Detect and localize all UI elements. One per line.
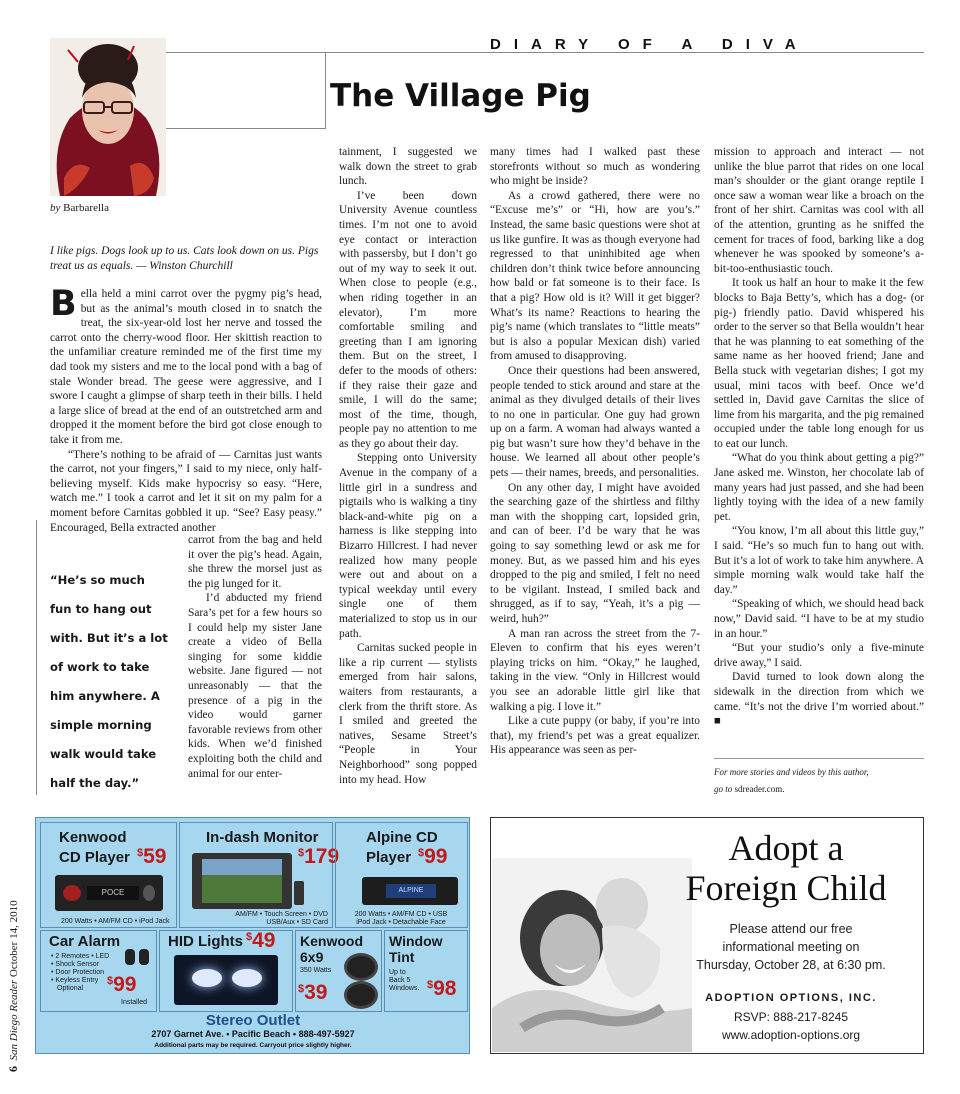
page-folio xyxy=(6,900,21,1072)
ad-kenwood-6x9 xyxy=(295,930,382,1012)
store-address: 2707 Garnet Ave. • Pacific Beach • 888-497-5927 xyxy=(151,1029,355,1039)
kenwood-name: Kenwood xyxy=(59,829,127,846)
feature-item: • Door Protection xyxy=(51,969,105,976)
stereo-outlet-ad[interactable] xyxy=(35,817,470,1054)
currency-symbol: $ xyxy=(107,975,114,987)
article-paragraph: tainment, I suggested we walk down the street to grab lunch. xyxy=(339,146,477,188)
car-alarm-price xyxy=(107,973,136,997)
alpine-name2: Player xyxy=(366,849,412,866)
hid-price xyxy=(246,929,275,953)
article-paragraph: “But your studio’s only a five-minute drive away,” I said. xyxy=(714,642,924,669)
article-paragraph: mission to approach and interact — not unlike the blue parrot that rides on one local man’s shoulder or the giant orange reptile I once saw a woman wear like a broach on the front of her shirt. Carnitas was cool with all of the attention, grunting as he sniffed the cement for traces of food, barking like a dog whenever he was spooked by someone’s a-bit-too-enthusiastic touch. xyxy=(714,146,924,275)
window-tint-price xyxy=(427,977,456,1001)
footnote-site-link[interactable]: sdreader.com. xyxy=(734,784,785,794)
article-paragraph: I’ve been down University Avenue countless times. I’m not one to avoid eye contact or interaction with passersby, but I don’t go out of my way to seek it out. When close to people (e.g., when riding together in an elevator), I’m more comfortable smiling and greeting than I am ignoring them. But on the street, I defer to the moods of others: if they raise their gaze and smile, I will do the same; most of the time, though, people pay no attention to me as they go about their day. xyxy=(339,189,477,450)
store-disclaimer: Additional parts may be required. Carryout price slightly higher. xyxy=(154,1042,352,1049)
window-tint-spec xyxy=(389,969,419,993)
ad-alpine-cd xyxy=(335,822,468,928)
byline-author: Barbarella xyxy=(63,202,109,214)
byline xyxy=(50,202,109,214)
pull-quote-line: simple morning xyxy=(50,718,152,732)
ad-car-alarm xyxy=(40,930,157,1012)
price-value: 99 xyxy=(113,973,137,996)
feature-item: • 2 Remotes • LED xyxy=(51,953,110,960)
key-remote-icon xyxy=(139,949,149,965)
remote-icon xyxy=(294,881,304,905)
ad-hid-lights xyxy=(159,930,293,1012)
alpine-display: ALPINE xyxy=(386,884,436,898)
window-tint-name2: Tint xyxy=(389,949,415,965)
kenwood-6x9-spec: 350 Watts xyxy=(300,967,332,974)
window-tint-spec-line: Back 5 xyxy=(389,977,411,984)
article-paragraph: carrot from the bag and held it over the pig’s head. Again, she threw the morsel just as the pig lunged for it. xyxy=(188,534,322,590)
currency-symbol: $ xyxy=(137,847,144,859)
store-info xyxy=(40,1012,466,1049)
article-paragraph: A man ran across the street from the 7-Eleven to confirm that his eyes weren’t playing tricks on him. “Okay,” he laughed, taking in the view. “Only in Hillcrest would you see an adorable little girl like that walking a pig. I love it.” xyxy=(490,627,700,713)
kenwood-cd-spec: 200 Watts • AM/FM CD • iPod Jack xyxy=(61,918,170,925)
article-column-1 xyxy=(50,284,322,535)
pull-quote-line: fun to hang out xyxy=(50,602,152,616)
footnote-prefix: go to xyxy=(714,784,733,794)
price-value: 98 xyxy=(433,977,457,1000)
footnote-line: For more stories and videos by this author, xyxy=(714,767,869,777)
headlight-icon xyxy=(174,955,278,1005)
footnote-rule xyxy=(714,758,924,759)
alpine-spec-line: 200 Watts • AM/FM CD • USB xyxy=(354,911,448,918)
ad-kenwood-cd xyxy=(40,822,177,928)
byline-prefix: by xyxy=(50,202,61,214)
alpine-name: Alpine CD xyxy=(366,829,438,846)
price-value: 49 xyxy=(252,929,276,952)
alpine-spec xyxy=(338,911,464,927)
adoption-ad[interactable] xyxy=(490,817,924,1054)
article-paragraph: Like a cute puppy (or baby, if you’re into that), my friend’s pet was a great equalizer. His appearance was seen as per- xyxy=(490,715,700,757)
indash-name: In-dash Monitor xyxy=(206,829,319,846)
left-column-rule xyxy=(36,520,37,795)
article-paragraph: “You know, I’m all about this little guy,” I said. “He’s so much fun to hang out with. But it’s a lot of work to take him anywhere. A simple morning walk would take half the day.” xyxy=(714,525,924,596)
photo-rule xyxy=(166,128,326,129)
article-column-2 xyxy=(339,145,477,787)
feature-item: • Shock Sensor xyxy=(51,961,99,968)
price-value: 179 xyxy=(304,845,340,868)
price-value: 59 xyxy=(143,845,167,868)
price-value: 99 xyxy=(424,845,448,868)
pull-quote-line: “He’s so much xyxy=(50,573,145,587)
indash-price xyxy=(298,845,339,869)
monitor-icon xyxy=(192,853,292,909)
article-paragraph: many times had I walked past these storefronts without so much as wondering who might be inside? xyxy=(490,146,700,188)
pull-quote-line: of work to take xyxy=(50,660,150,674)
article-paragraph: Once their questions had been answered, people tended to stick around and stare at the animal as they divulged details of their lives to no one in particular. One guy had grown up on a farm. A woman had always wanted a pig but wasn’t sure how they’d behave in the house. We learned all about other people’s pets — their names, breeds, and personalities. xyxy=(490,364,700,480)
key-remote-icon xyxy=(125,949,135,965)
price-value: 39 xyxy=(304,981,328,1004)
currency-symbol: $ xyxy=(298,983,305,995)
alpine-stereo-icon xyxy=(362,877,458,905)
epigraph: I like pigs. Dogs look up to us. Cats look down on us. Pigs treat us as equals. — Winston Churchill xyxy=(50,245,319,272)
body-line: Please attend our free xyxy=(729,922,853,936)
car-stereo-icon xyxy=(55,875,163,911)
kenwood-6x9-size: 6x9 xyxy=(300,949,324,965)
adoption-url[interactable]: www.adoption-options.org xyxy=(721,1028,861,1042)
article-title: The Village Pig xyxy=(330,78,591,114)
window-tint-spec-line: Windows. xyxy=(389,985,420,992)
car-alarm-name: Car Alarm xyxy=(49,933,121,950)
car-alarm-features xyxy=(51,953,109,993)
kenwood-6x9-name: Kenwood xyxy=(300,933,363,949)
article-paragraph: Carnitas sucked people in like a rip current — stylists emerged from hair salons, waiters from restaurants, a clerk from the thrift store. As I smiled and greeted the natives, Sesame Street’s “People in Your Neighborhood” song popped into my head. How xyxy=(339,642,477,786)
article-paragraph: As a crowd gathered, there were no “Excuse me’s” or “Hi, how are you’s.” Instead, the same basic questions were shot at us like gunfire. It was as though everyone had regressed to that uninhibited age when children don’t think twice before announcing how bald or fat someone is to their face. Is that a pig? How old is it? Will it get bigger? What’s its name? Reactions to hearing the pig’s name (which translates to “little meats” but is also a popular Mexican dish) varied from amused to disapproving. xyxy=(490,189,700,363)
page-number: 6 xyxy=(6,1066,20,1072)
article-paragraph: It took us half an hour to make it the few blocks to Baja Betty’s, which has a dog- (or pig-) friendly patio. David whispered his order to the server so that Bella wouldn’t hear that he was planning to eat something of the same name as her hooved friend; Jane and Bella stuck with vegetarian dishes; I got my usual, mini tacos with beef. Once we’d settled in, David gave Carnitas the slice of lime from his margarita, and the pig remained occupied under the table long enough for us to eat our lunch. xyxy=(714,277,924,450)
radio-display: POCE xyxy=(87,886,139,900)
feature-item: • Keyless Entry xyxy=(51,977,99,984)
feature-item: Optional xyxy=(57,985,84,992)
pull-quote-line: half the day.” xyxy=(50,776,140,790)
kenwood-6x9-price xyxy=(298,981,327,1005)
section-kicker: DIARY OF A DIVA xyxy=(490,36,809,53)
headline-line: Adopt a xyxy=(728,828,844,868)
indash-spec-line: USB/Aux • SD Card xyxy=(266,919,328,926)
drop-cap: B xyxy=(50,284,77,324)
adoption-org: ADOPTION OPTIONS, INC. xyxy=(705,992,877,1004)
window-tint-name: Window xyxy=(389,933,443,949)
store-name: Stereo Outlet xyxy=(205,1012,301,1029)
adopt-body xyxy=(691,920,891,974)
article-paragraph: David turned to look down along the sidewalk in the direction from which we came. “It’s not the drive I’m worried about.” ■ xyxy=(714,671,924,728)
kenwood-cd-price xyxy=(137,845,166,869)
ad-window-tint xyxy=(384,930,468,1012)
indash-spec-line: AM/FM • Touch Screen • DVD xyxy=(235,911,328,918)
headline-line: Foreign Child xyxy=(685,868,887,908)
speaker-icon xyxy=(344,981,378,1009)
ad-indash-monitor xyxy=(179,822,340,928)
alpine-spec-line: iPod Jack • Detachable Face xyxy=(356,919,446,926)
article-column-1b xyxy=(188,533,322,781)
author-footnote xyxy=(714,764,924,798)
car-alarm-note: Installed xyxy=(121,999,148,1006)
article-paragraph: “There’s nothing to be afraid of — Carnitas just wants the carrot, not your fingers,” I said to my niece, only half-believing myself. Kids make hypocrisy so easy. “Here, watch me.” I took a carrot and let it sit on my palm for a moment before Carnitas gobbled it up. “See? Easy peasy.” Encouraged, Bella extracted another xyxy=(50,448,322,534)
publication-name: San Diego Reader xyxy=(8,979,20,1061)
header-vrule xyxy=(325,52,326,128)
article-paragraph: Stepping onto University Avenue in the company of a little girl in a sundress and pigtails who is walking a tiny black-and-white pig on a harness is like stepping into Bizarro Hillcrest. I had never realized how many people were out and about on a typical weekday until every single one of them materialized to stop us in our path. xyxy=(339,452,477,640)
alpine-price xyxy=(418,845,447,869)
speaker-icon xyxy=(344,953,378,981)
article-paragraph: “What do you think about getting a pig?” Jane asked me. Winston, her chocolate lab of many years had just passed, and she had been lightly toying with the idea of a new family pet. xyxy=(714,452,924,523)
article-column-3 xyxy=(490,145,700,758)
currency-symbol: $ xyxy=(427,979,434,991)
issue-date: October 14, 2010 xyxy=(8,900,20,978)
pull-quote-line: with. But it’s a lot xyxy=(50,631,168,645)
adopt-headline xyxy=(651,828,921,908)
body-line: Thursday, October 28, at 6:30 pm. xyxy=(696,958,886,972)
currency-symbol: $ xyxy=(298,847,305,859)
pull-quote-line: walk would take xyxy=(50,747,157,761)
window-tint-spec-line: Up to xyxy=(389,969,406,976)
article-column-4 xyxy=(714,145,924,729)
body-line: informational meeting on xyxy=(722,940,860,954)
kenwood-name2: CD Player xyxy=(59,849,130,866)
adoption-rsvp: RSVP: 888-217-8245 xyxy=(733,1010,849,1024)
author-photo xyxy=(50,38,166,196)
article-paragraph: I’d abducted my friend Sara’s pet for a few hours so I could help my sister Jane create a video of Bella singing for some kiddie website. Jane figured — not unreasonably — that the presence of a pig in the video would garner favorable reviews from other kids. When we’d finished exploiting both the child and animal for our enter- xyxy=(188,592,322,780)
hid-name: HID Lights xyxy=(168,933,243,950)
article-paragraph: On any other day, I might have avoided the searching gaze of the shirtless and filthy man with the shopping cart, lopsided grin, and can of beer. I’d be wary that he was going to say something lewd or ask me for money. But, as we passed him and his eyes dropped to the pig and smiled, I felt no need to be vigilant. Instead, I smiled back and shrugged, as if to say, “Yeah, it’s a pig — weird, huh?” xyxy=(490,481,700,625)
article-paragraph: “Speaking of which, we should head back now,” David said. “I have to be at my studio in an hour.” xyxy=(714,598,924,640)
pull-quote-line: him anywhere. A xyxy=(50,689,160,703)
pull-quote xyxy=(50,566,182,798)
article-paragraph: ella held a mini carrot over the pygmy pig’s head, but as the animal’s mouth closed in to snatch the treat, the six-year-old lost her nerve and tossed the carrot onto the cherry-wood floor. Her skittish reaction to the unfamiliar creature reminded me of the first time my dad took my sisters and me to the local pond with a bag of stale Wonder bread. The geese were aggressive, and I swore I caught a glimpse of sharp teeth in their bills. I held a large slice of bread at the end of an outstretched arm and dropped it the moment before the bird got close enough to take it from me. xyxy=(50,288,322,446)
indash-spec xyxy=(224,911,328,927)
currency-symbol: $ xyxy=(418,847,425,859)
currency-symbol: $ xyxy=(246,931,253,943)
